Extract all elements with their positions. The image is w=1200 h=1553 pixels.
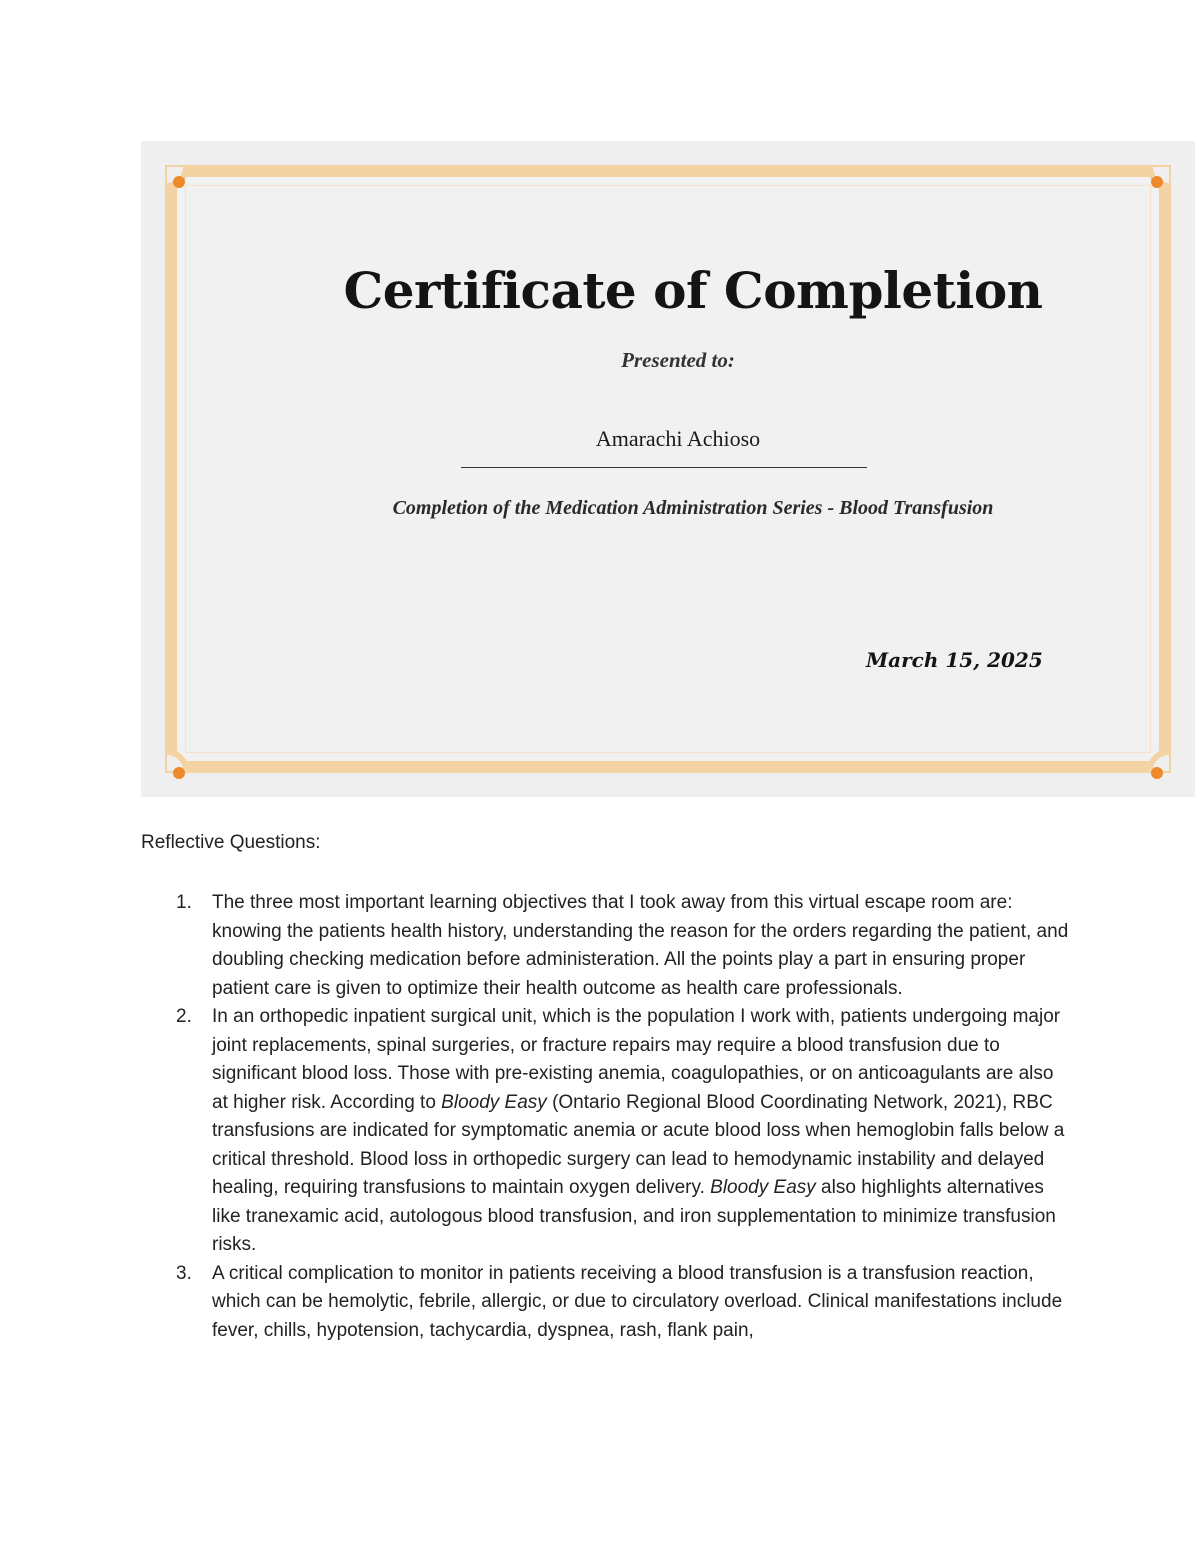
- reflective-heading: Reflective Questions:: [141, 832, 321, 853]
- paragraph-text: The three most important learning objectives that I took away from this virtual escape room are: knowing the patients health history, understanding the reason for the orders regarding the patient, and doubling checking medication before administeration. All the points play a part in ensuring proper patient care is given to optimize their health outcome as health care professionals.: [212, 892, 1069, 999]
- list-number: 2.: [176, 1006, 192, 1027]
- list-item: [141, 1003, 1071, 1260]
- corner-dot-icon: [1151, 176, 1163, 188]
- corner-dot-icon: [173, 176, 185, 188]
- certificate-title: Certificate of Completion: [343, 261, 1043, 320]
- citation-title: Bloody Easy: [710, 1177, 816, 1198]
- certificate: [141, 141, 1195, 797]
- paragraph-text: A critical complication to monitor in patients receiving a blood transfusion is a transfusion reaction, which can be hemolytic, febrile, allergic, or due to circulatory overload. Clinical manifestations include fever, chills, hypotension, tachycardia, dyspnea, rash, flank pain,: [212, 1262, 1063, 1341]
- recipient-name: Amarachi Achioso: [595, 426, 761, 451]
- citation-title: Bloody Easy: [441, 1091, 547, 1113]
- corner-dot-icon: [173, 767, 185, 779]
- signature-line: [461, 467, 867, 468]
- presented-to-label: Presented to:: [621, 348, 735, 372]
- paragraph-text: (Ontario Regional Blood Coordinating Network, 2021), RBC transfusions are indicated for symptomatic anemia or acute blood loss when hemoglobin falls below a critical threshold. Blood loss in orthopedic surgery can lead to hemodynamic instability and delayed healing, requiring transfusions to maintain oxygen delivery.: [212, 1091, 1065, 1198]
- course-name: Completion of the Medication Administration Series - Blood Transfusion: [392, 497, 994, 519]
- list-item: [141, 1260, 1071, 1346]
- list-item: [141, 889, 1071, 1003]
- corner-dot-icon: [1151, 767, 1163, 779]
- list-number: 1.: [176, 892, 192, 913]
- paragraph-text: also highlights alternatives like tranexamic acid, autologous blood transfusion, and iron supplementation to minimize transfusion risks.: [212, 1177, 1056, 1255]
- paragraph-text: In an orthopedic inpatient surgical unit, which is the population I work with, patients undergoing major joint replacements, spinal surgeries, or fracture repairs may require a blood transfusion due to significant blood loss. Those with pre-existing anemia, coagulopathies, or on anticoagulants are also at higher risk. According to: [212, 1006, 1061, 1113]
- certificate-date: March 15, 2025: [866, 648, 1043, 672]
- certificate-border: [165, 165, 1171, 773]
- reflective-list: [141, 889, 1071, 1345]
- list-number: 3.: [176, 1262, 192, 1284]
